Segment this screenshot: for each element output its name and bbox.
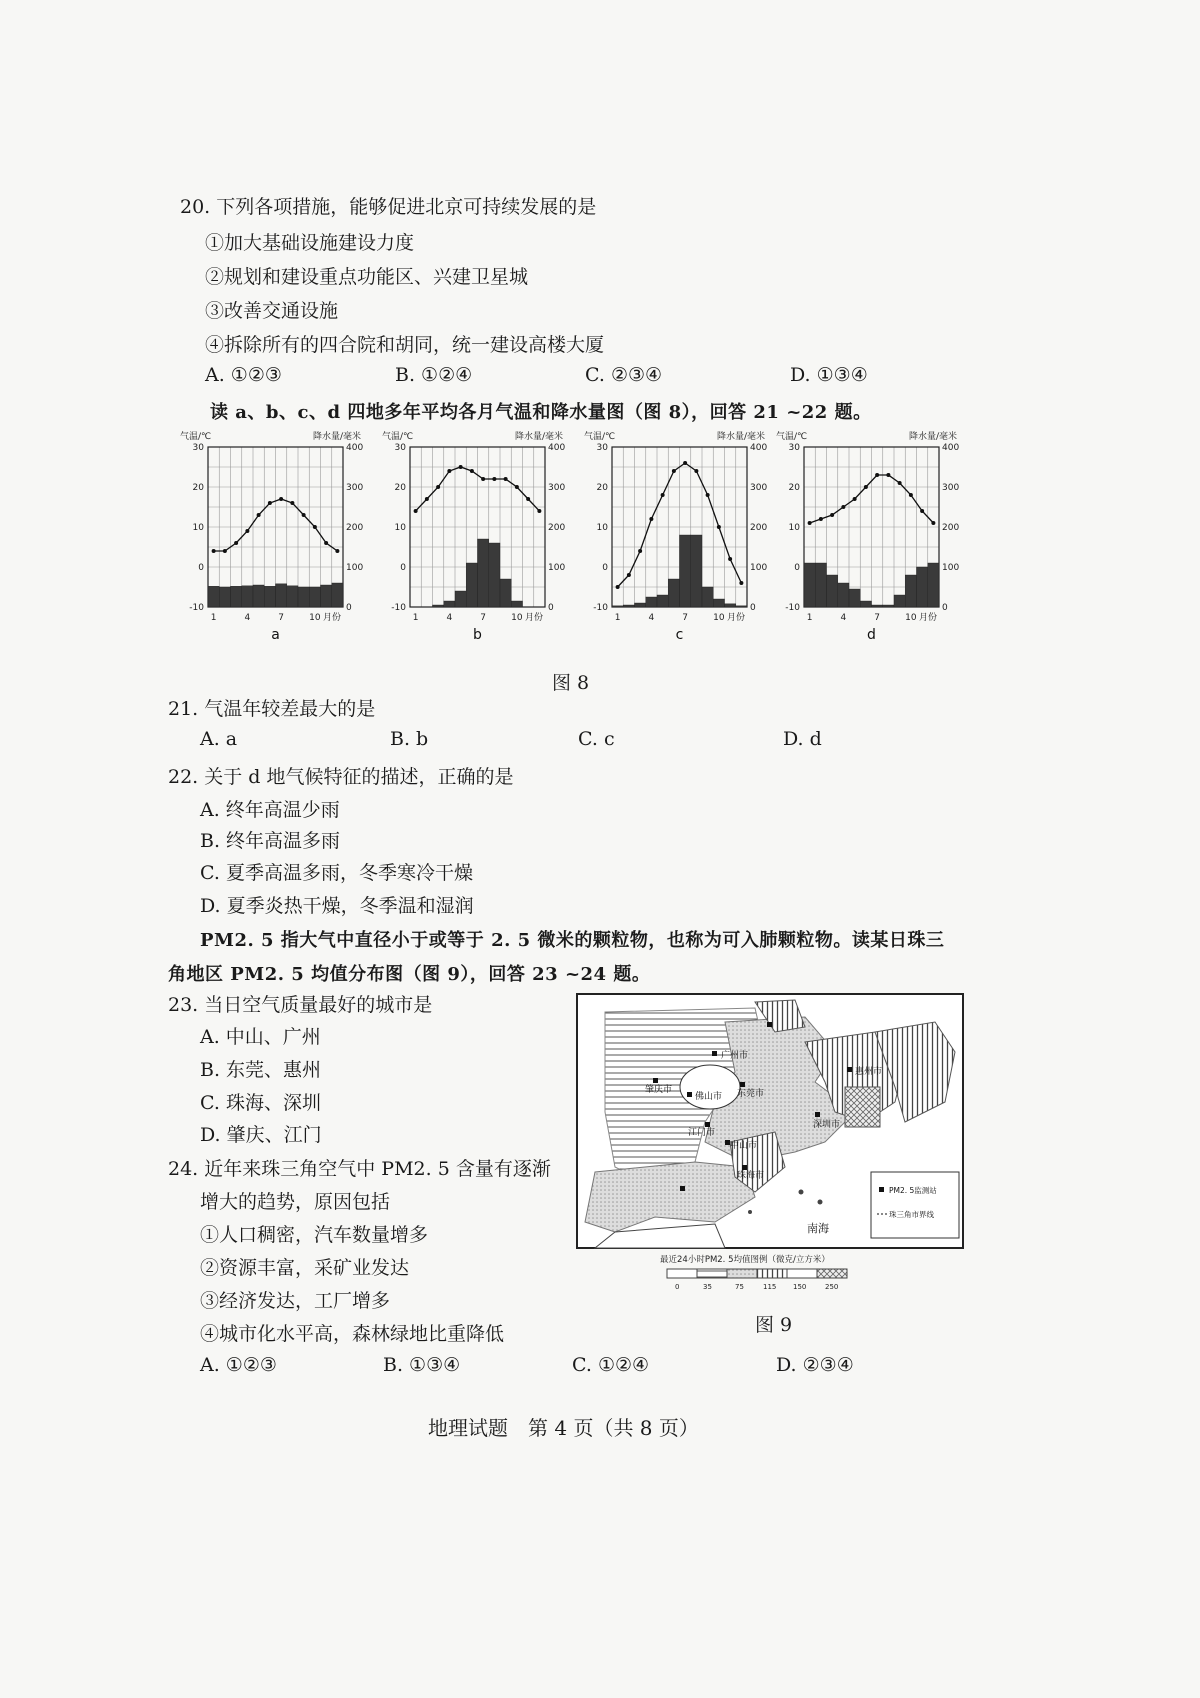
precip-bar xyxy=(511,601,522,607)
temp-axis-label: 气温/℃ xyxy=(382,432,414,442)
fig9-caption: 图 9 xyxy=(755,1314,793,1336)
temp-axis-label: 气温/℃ xyxy=(776,432,808,442)
scale-swatch xyxy=(697,1269,727,1278)
temperature-point xyxy=(717,525,721,529)
city-label-zhuhai: 珠海市 xyxy=(737,1171,765,1181)
temperature-point xyxy=(898,481,902,485)
temperature-point xyxy=(920,509,924,513)
station-marker xyxy=(653,1078,658,1083)
temperature-point xyxy=(661,493,665,497)
scale-swatch xyxy=(787,1269,817,1278)
precip-bar xyxy=(466,563,477,607)
temp-tick-label: 20 xyxy=(596,483,608,493)
temperature-point xyxy=(313,525,317,529)
temperature-point xyxy=(627,573,631,577)
month-tick-label: 1 xyxy=(412,613,419,623)
q23-option-b: B. 东莞、惠州 xyxy=(200,1059,322,1081)
sea-label: 南海 xyxy=(807,1222,829,1235)
fig8-intro: 读 a、b、c、d 四地多年平均各月气温和降水量图（图 8），回答 21 ~22 题。 xyxy=(210,402,872,423)
precip-tick-label: 200 xyxy=(750,523,768,533)
precip-tick-label: 0 xyxy=(750,603,756,613)
q23-stem: 23. 当日空气质量最好的城市是 xyxy=(168,994,433,1016)
scale-tick: 150 xyxy=(793,1283,807,1291)
temperature-point xyxy=(335,549,339,553)
precip-tick-label: 0 xyxy=(548,603,554,613)
precip-bar xyxy=(928,563,939,607)
temp-tick-label: 20 xyxy=(394,483,406,493)
month-tick-label: 10 xyxy=(713,613,725,623)
temp-tick-label: 0 xyxy=(400,563,406,573)
precip-tick-label: 400 xyxy=(750,443,768,453)
month-tick-label: 4 xyxy=(648,613,655,623)
precip-bar xyxy=(612,606,623,607)
temperature-point xyxy=(470,469,474,473)
temp-tick-label: 0 xyxy=(198,563,204,573)
precip-bar xyxy=(444,601,455,607)
temperature-point xyxy=(853,497,857,501)
month-tick-label: 4 xyxy=(244,613,251,623)
precip-tick-label: 200 xyxy=(942,523,960,533)
temperature-point xyxy=(830,513,834,517)
legend-boundary-label: 珠三角市界线 xyxy=(889,1210,934,1219)
temperature-point xyxy=(245,529,249,533)
month-tick-label: 7 xyxy=(480,613,486,623)
temperature-point xyxy=(302,513,306,517)
temperature-point xyxy=(739,581,743,585)
temperature-point xyxy=(841,505,845,509)
temp-tick-label: 10 xyxy=(394,523,406,533)
temperature-point xyxy=(638,549,642,553)
temperature-point xyxy=(257,513,261,517)
precip-bar xyxy=(287,586,298,607)
temp-tick-label: 30 xyxy=(788,443,800,453)
page-footer: 地理试题 第 4 页（共 8 页） xyxy=(428,1416,699,1440)
legend-station-icon xyxy=(879,1187,884,1192)
temperature-point xyxy=(683,461,687,465)
precip-bar xyxy=(455,591,466,607)
precip-bar xyxy=(657,595,668,607)
city-label-dongguan: 东莞市 xyxy=(737,1089,765,1099)
q20-item-2: ②规划和建设重点功能区、兴建卫星城 xyxy=(205,266,529,288)
precip-bar xyxy=(691,535,702,607)
q20-option-a: A. ①②③ xyxy=(205,364,282,386)
city-label-shenzhen: 深圳市 xyxy=(813,1120,841,1130)
precip-bar xyxy=(264,586,275,607)
precip-bar xyxy=(917,567,928,607)
month-tick-label: 1 xyxy=(806,613,813,623)
temperature-point xyxy=(223,549,227,553)
precip-bar xyxy=(478,539,489,607)
city-label-zhongshan: 中山市 xyxy=(730,1141,758,1151)
precip-bar xyxy=(635,603,646,607)
precip-bar xyxy=(489,543,500,607)
month-tick-label: 7 xyxy=(682,613,688,623)
precip-bar xyxy=(815,563,826,607)
temp-tick-label: -10 xyxy=(785,603,800,613)
precip-tick-label: 0 xyxy=(346,603,352,613)
q23-option-a: A. 中山、广州 xyxy=(200,1026,321,1048)
q24-option-c: C. ①②④ xyxy=(572,1354,650,1376)
precip-bar xyxy=(680,535,691,607)
temperature-point xyxy=(886,473,890,477)
precip-bar xyxy=(860,601,871,607)
precip-bar xyxy=(702,587,713,607)
figure-9-map xyxy=(575,992,965,1302)
precip-tick-label: 300 xyxy=(346,483,364,493)
city-label-jiangmen: 江门市 xyxy=(688,1128,716,1138)
precip-bar xyxy=(332,583,343,607)
figure-8 xyxy=(170,425,970,660)
temperature-point xyxy=(515,485,519,489)
precip-axis-label: 降水量/毫米 xyxy=(515,432,564,442)
precip-bar xyxy=(242,586,253,607)
island xyxy=(748,1210,752,1214)
precip-bar xyxy=(433,605,444,607)
month-tick-label: 7 xyxy=(278,613,284,623)
temp-tick-label: -10 xyxy=(189,603,204,613)
precip-bar xyxy=(668,579,679,607)
q21-option-a: A. a xyxy=(200,728,238,750)
month-tick-label: 4 xyxy=(446,613,453,623)
precip-bar xyxy=(276,584,287,607)
temperature-point xyxy=(492,477,496,481)
scale-swatch xyxy=(727,1269,757,1278)
temperature-point xyxy=(279,497,283,501)
q22-option-b: B. 终年高温多雨 xyxy=(200,830,341,852)
precip-tick-label: 300 xyxy=(750,483,768,493)
q20-stem: 20. 下列各项措施，能够促进北京可持续发展的是 xyxy=(180,196,597,218)
temperature-point xyxy=(819,517,823,521)
precip-tick-label: 100 xyxy=(548,563,566,573)
temp-axis-label: 气温/℃ xyxy=(584,432,616,442)
month-tick-label: 10 xyxy=(905,613,917,623)
q21-option-d: D. d xyxy=(783,728,822,750)
precip-axis-label: 降水量/毫米 xyxy=(313,432,362,442)
temp-tick-label: 10 xyxy=(596,523,608,533)
chart-title: d xyxy=(867,627,876,643)
temperature-point xyxy=(526,497,530,501)
q24-item-2: ②资源丰富，采矿业发达 xyxy=(200,1257,410,1279)
scale-tick: 0 xyxy=(675,1283,680,1291)
month-tick-label: 7 xyxy=(874,613,880,623)
city-label-guangzhou: 广州市 xyxy=(721,1051,749,1061)
q24-stem-line2: 增大的趋势，原因包括 xyxy=(200,1191,391,1213)
city-label-huizhou: 惠州市 xyxy=(855,1067,883,1077)
q24-item-3: ③经济发达，工厂增多 xyxy=(200,1290,391,1312)
temp-tick-label: 30 xyxy=(394,443,406,453)
temperature-point xyxy=(414,509,418,513)
temperature-point xyxy=(537,509,541,513)
precip-bar xyxy=(849,589,860,607)
scale-tick: 250 xyxy=(825,1283,839,1291)
precip-tick-label: 200 xyxy=(548,523,566,533)
precip-bar xyxy=(219,587,230,607)
temp-tick-label: 0 xyxy=(794,563,800,573)
scale-swatch xyxy=(667,1269,697,1278)
chart-title: a xyxy=(271,627,280,643)
zone-white-foshan xyxy=(680,1065,740,1109)
precip-bar xyxy=(253,585,264,607)
temperature-point xyxy=(234,541,238,545)
temperature-point xyxy=(706,493,710,497)
scale-swatch xyxy=(817,1269,847,1278)
temp-tick-label: 20 xyxy=(788,483,800,493)
precip-bar xyxy=(646,597,657,607)
precip-bar xyxy=(725,604,736,607)
q20-option-d: D. ①③④ xyxy=(790,364,868,386)
precip-bar xyxy=(208,586,219,607)
precip-tick-label: 400 xyxy=(346,443,364,453)
precip-axis-label: 降水量/毫米 xyxy=(909,432,958,442)
month-tick-label: 10 xyxy=(511,613,523,623)
temperature-point xyxy=(875,473,879,477)
station-marker xyxy=(815,1112,820,1117)
island xyxy=(818,1200,823,1205)
precip-bar xyxy=(500,579,511,607)
precip-bar xyxy=(713,599,724,607)
precip-tick-label: 0 xyxy=(942,603,948,613)
precip-tick-label: 300 xyxy=(548,483,566,493)
month-axis-label: 月份 xyxy=(919,613,938,623)
month-tick-label: 1 xyxy=(210,613,217,623)
station-marker xyxy=(740,1082,745,1087)
chart-title: b xyxy=(473,627,482,643)
month-axis-label: 月份 xyxy=(727,613,746,623)
temp-tick-label: 0 xyxy=(602,563,608,573)
temperature-point xyxy=(436,485,440,489)
precip-tick-label: 100 xyxy=(346,563,364,573)
scale-tick: 75 xyxy=(735,1283,744,1291)
month-tick-label: 4 xyxy=(840,613,847,623)
precip-bar xyxy=(838,583,849,607)
temperature-point xyxy=(808,521,812,525)
scale-title: 最近24小时PM2. 5均值图例（微克/立方米） xyxy=(660,1255,830,1265)
temperature-point xyxy=(672,469,676,473)
temperature-point xyxy=(425,497,429,501)
temp-tick-label: 10 xyxy=(788,523,800,533)
precip-bar xyxy=(623,605,634,607)
fig9-intro-line2: 角地区 PM2. 5 均值分布图（图 9），回答 23 ~24 题。 xyxy=(168,964,651,985)
q24-option-a: A. ①②③ xyxy=(200,1354,277,1376)
temperature-point xyxy=(459,465,463,469)
fig8-caption: 图 8 xyxy=(552,672,590,694)
precip-tick-label: 300 xyxy=(942,483,960,493)
precip-bar xyxy=(736,606,747,607)
temperature-point xyxy=(931,521,935,525)
q24-option-d: D. ②③④ xyxy=(776,1354,854,1376)
q22-option-d: D. 夏季炎热干燥，冬季温和湿润 xyxy=(200,895,474,917)
temperature-point xyxy=(212,549,216,553)
temperature-point xyxy=(616,585,620,589)
temperature-point xyxy=(504,477,508,481)
temperature-point xyxy=(864,485,868,489)
temp-tick-label: -10 xyxy=(593,603,608,613)
station-marker xyxy=(742,1165,747,1170)
temperature-point xyxy=(447,469,451,473)
q24-item-4: ④城市化水平高，森林绿地比重降低 xyxy=(200,1323,505,1345)
precip-bar xyxy=(905,575,916,607)
q23-option-c: C. 珠海、深圳 xyxy=(200,1092,321,1114)
scale-tick: 35 xyxy=(703,1283,712,1291)
precip-bar xyxy=(298,587,309,607)
month-axis-label: 月份 xyxy=(525,613,544,623)
precip-bar xyxy=(827,575,838,607)
temp-tick-label: 30 xyxy=(192,443,204,453)
precip-bar xyxy=(231,586,242,607)
month-tick-label: 1 xyxy=(614,613,621,623)
q23-option-d: D. 肇庆、江门 xyxy=(200,1124,322,1146)
temperature-point xyxy=(268,501,272,505)
fig9-intro-line1: PM2. 5 指大气中直径小于或等于 2. 5 微米的颗粒物，也称为可入肺颗粒物。读某日珠三 xyxy=(200,930,945,951)
temperature-point xyxy=(909,493,913,497)
precip-bar xyxy=(321,585,332,607)
station-marker xyxy=(680,1186,685,1191)
map-legend xyxy=(871,1172,959,1238)
q20-item-1: ①加大基础设施建设力度 xyxy=(205,232,415,254)
q21-option-c: C. c xyxy=(578,728,615,750)
q24-item-1: ①人口稠密，汽车数量增多 xyxy=(200,1224,429,1246)
temperature-point xyxy=(649,517,653,521)
q20-item-4: ④拆除所有的四合院和胡同，统一建设高楼大厦 xyxy=(205,334,605,356)
q22-option-c: C. 夏季高温多雨，冬季寒冷干燥 xyxy=(200,862,473,884)
station-marker xyxy=(712,1051,717,1056)
temp-tick-label: 10 xyxy=(192,523,204,533)
temperature-point xyxy=(728,557,732,561)
precip-bar xyxy=(883,605,894,607)
precip-tick-label: 100 xyxy=(942,563,960,573)
q22-option-a: A. 终年高温少雨 xyxy=(200,799,340,821)
temp-tick-label: 20 xyxy=(192,483,204,493)
month-axis-label: 月份 xyxy=(323,613,342,623)
temp-tick-label: 30 xyxy=(596,443,608,453)
scale-tick: 115 xyxy=(763,1283,777,1291)
q21-stem: 21. 气温年较差最大的是 xyxy=(168,698,376,720)
zone-cross-shenzhen xyxy=(845,1087,880,1127)
q20-option-b: B. ①②④ xyxy=(395,364,473,386)
station-marker xyxy=(767,1022,772,1027)
precip-bar xyxy=(309,587,320,607)
precip-axis-label: 降水量/毫米 xyxy=(717,432,766,442)
station-marker xyxy=(687,1092,692,1097)
chart-title: c xyxy=(675,627,684,643)
temperature-point xyxy=(324,541,328,545)
month-tick-label: 10 xyxy=(309,613,321,623)
precip-bar xyxy=(804,563,815,607)
temp-tick-label: -10 xyxy=(391,603,406,613)
precip-bar xyxy=(872,605,883,607)
precip-bar xyxy=(894,595,905,607)
city-label-zhaoqing: 肇庆市 xyxy=(645,1085,673,1095)
q22-stem: 22. 关于 d 地气候特征的描述，正确的是 xyxy=(168,766,514,788)
temperature-point xyxy=(694,469,698,473)
station-marker xyxy=(847,1067,852,1072)
precip-tick-label: 100 xyxy=(750,563,768,573)
city-label-foshan: 佛山市 xyxy=(695,1092,723,1102)
island xyxy=(799,1190,804,1195)
temp-axis-label: 气温/℃ xyxy=(180,432,212,442)
q21-option-b: B. b xyxy=(390,728,429,750)
temperature-point xyxy=(290,501,294,505)
scale-swatch xyxy=(757,1269,787,1278)
station-marker xyxy=(705,1122,710,1127)
q24-option-b: B. ①③④ xyxy=(383,1354,461,1376)
q20-option-c: C. ②③④ xyxy=(585,364,663,386)
q20-item-3: ③改善交通设施 xyxy=(205,300,339,322)
legend-station-label: PM2. 5监测站 xyxy=(889,1186,937,1195)
temperature-point xyxy=(481,477,485,481)
precip-tick-label: 200 xyxy=(346,523,364,533)
precip-tick-label: 400 xyxy=(942,443,960,453)
precip-tick-label: 400 xyxy=(548,443,566,453)
q24-stem-line1: 24. 近年来珠三角空气中 PM2. 5 含量有逐渐 xyxy=(168,1158,551,1180)
